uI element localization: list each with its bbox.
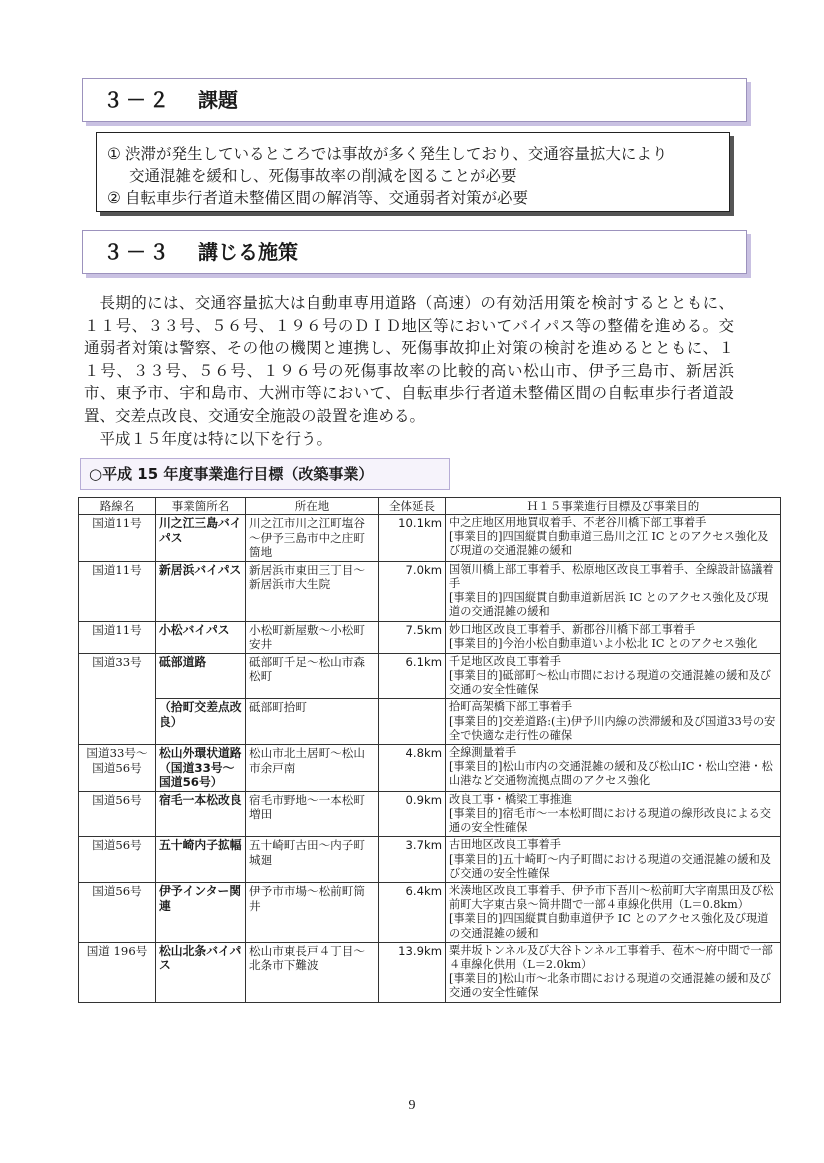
goal-purpose: [事業目的]松山市内の交通混雑の緩和及び松山IC・松山空港・松山港など交通物流拠点間のアクセス強化	[449, 760, 773, 788]
goal-purpose: [事業目的]四国縦貫自動車道三島川之江 IC とのアクセス強化及び現道の交通混雑の緩和	[449, 530, 769, 558]
route-cell: 国道56号	[79, 837, 156, 883]
column-header-section: 事業箇所名	[156, 498, 246, 515]
location-cell: 川之江市川之江町塩谷～伊予三島市中之庄町箇地	[246, 515, 379, 562]
goal-purpose: [事業目的]砥部町～松山市間における現道の交通混雑の緩和及び交通の安全性確保	[449, 668, 771, 697]
length-cell: 10.1km	[379, 515, 446, 562]
column-header-length: 全体延長	[379, 498, 446, 515]
section-number: ３－３	[103, 240, 172, 264]
table-header-row	[79, 498, 781, 515]
route-cell: 国道11号	[79, 621, 156, 653]
location-cell: 砥部町拾町	[246, 699, 379, 745]
table-row	[79, 699, 781, 745]
goal-purpose: [事業目的]交差道路:(主)伊予川内線の渋滞緩和及び国道33号の安全で快適な走行性の確保	[449, 714, 776, 742]
goal-cell	[446, 561, 781, 621]
goal-line: 妙口地区改良工事着手、新郡谷川橋下部工事着手	[449, 622, 696, 636]
goal-cell	[446, 942, 781, 1002]
section-cell: 五十崎内子拡幅	[156, 837, 246, 883]
section-cell: 伊予インター関連	[156, 883, 246, 943]
length-cell: 13.9km	[379, 942, 446, 1002]
issue-mark: ①	[107, 145, 121, 163]
section-cell: （拾町交差点改良）	[156, 699, 246, 745]
issue-1	[107, 143, 729, 165]
goal-cell	[446, 745, 781, 792]
table-row	[79, 791, 781, 837]
table-row	[79, 621, 781, 653]
route-cell: 国道33号	[79, 653, 156, 744]
table-row	[79, 837, 781, 883]
column-header-route: 路線名	[79, 498, 156, 515]
goal-cell	[446, 791, 781, 837]
table-row	[79, 883, 781, 943]
location-cell: 松山市東長戸４丁目～北条市下難波	[246, 942, 379, 1002]
column-header-goal: Ｈ１５事業進行目標及び事業目的	[446, 498, 781, 515]
goal-purpose: [事業目的]今治小松自動車道いよ小松北 IC とのアクセス強化	[449, 636, 758, 650]
route-cell: 国道33号～国道56号	[79, 745, 156, 792]
goal-purpose: [事業目的]四国縦貫自動車道伊予 IC とのアクセス強化及び現道の交通混雑の緩和	[449, 912, 769, 940]
section-title: 講じる施策	[198, 240, 298, 264]
section-cell: 川之江三島バイパス	[156, 515, 246, 562]
goal-cell	[446, 837, 781, 883]
fy15-paragraph: 平成１５年度は特に以下を行う。	[99, 430, 333, 448]
section-cell: 小松バイパス	[156, 621, 246, 653]
section-title: 課題	[198, 88, 238, 112]
length-cell: 7.0km	[379, 561, 446, 621]
route-cell: 国道56号	[79, 883, 156, 943]
goal-purpose: [事業目的]四国縦貫自動車道新居浜 IC とのアクセス強化及び現道の交通混雑の緩和	[449, 591, 769, 619]
table-row	[79, 653, 781, 699]
section-number: ３－２	[103, 88, 172, 112]
goal-cell	[446, 621, 781, 653]
goal-line: 全線測量着手	[449, 746, 517, 759]
issue-1-continued	[107, 165, 729, 187]
location-cell: 砥部町千足～松山市森松町	[246, 653, 379, 699]
section-cell: 松山外環状道路（国道33号～国道56号）	[156, 745, 246, 792]
route-cell: 国道11号	[79, 515, 156, 562]
goal-line: 国領川橋上部工事着手、松原地区改良工事着手、全線設計協議着手	[449, 562, 774, 590]
table-row	[79, 515, 781, 562]
location-cell: 伊予市市場～松前町筒井	[246, 883, 379, 943]
section-3-3-heading	[82, 230, 747, 274]
goal-line: 古田地区改良工事着手	[449, 838, 561, 852]
location-cell: 松山市北土居町～松山市余戸南	[246, 745, 379, 792]
project-table	[78, 497, 781, 1003]
goal-line: 拾町高架橋下部工事着手	[449, 700, 573, 714]
issue-line: 交通混雑を緩和し、死傷事故率の削減を図ることが必要	[129, 167, 517, 185]
location-cell: 新居浜市東田三丁目～新居浜市大生院	[246, 561, 379, 621]
goal-cell	[446, 699, 781, 745]
route-cell: 国道56号	[79, 791, 156, 837]
measures-paragraph: 長期的には、交通容量拡大は自動車専用道路（高速）の有効活用策を検討するとともに、１１号、３３号、５６号、１９６号のＤＩＤ地区等においてバイパス等の整備を進める。交通弱者対策は警察、その他の機関と連携し、死傷事故抑止対策の検討を進めるとともに、１１号、３３号、５６号、１９６号の死傷事故率の比較的高い松山市、伊予三島市、新居浜市、東予市、宇和島市、大洲市等において、自転車歩行者道未整備区間の自転車歩行者道設置、交差点改良、交通安全施設の設置を進める。	[84, 294, 734, 425]
goal-cell	[446, 653, 781, 699]
goal-cell	[446, 883, 781, 943]
length-cell	[379, 699, 446, 745]
page-number: 9	[408, 1098, 416, 1113]
goal-line: 中之庄地区用地買収着手、不老谷川橋下部工事着手	[449, 516, 707, 529]
goal-cell	[446, 515, 781, 562]
goal-purpose: [事業目的]五十崎町～内子町間における現道の交通混雑の緩和及び交通の安全性確保	[449, 852, 771, 880]
section-cell: 砥部道路	[156, 653, 246, 699]
length-cell: 6.1km	[379, 653, 446, 699]
section-cell: 新居浜バイパス	[156, 561, 246, 621]
table-row	[79, 561, 781, 621]
location-cell: 宿毛市野地～一本松町増田	[246, 791, 379, 837]
goal-line: 改良工事・橋梁工事推進	[449, 792, 573, 806]
route-cell: 国道11号	[79, 561, 156, 621]
table-row	[79, 745, 781, 792]
goal-purpose: [事業目的]松山市～北条市間における現道の交通混雑の緩和及び交通の安全性確保	[449, 972, 771, 1000]
goal-line: 千足地区改良工事着手	[449, 654, 561, 668]
issue-line: 渋滞が発生しているところでは事故が多く発生しており、交通容量拡大により	[125, 145, 668, 163]
length-cell: 4.8km	[379, 745, 446, 792]
table-row	[79, 942, 781, 1002]
route-cell: 国道 196号	[79, 942, 156, 1002]
table-heading: ○平成 15 年度事業進行目標（改築事業）	[80, 458, 450, 490]
goal-line: 米湊地区改良工事着手、伊予市下吾川～松前町大字南黒田及び松前町大字東古泉～筒井間で一部４車線化供用（L＝0.8km）	[449, 884, 774, 912]
column-header-location: 所在地	[246, 498, 379, 515]
issues-box	[96, 132, 730, 212]
goal-line: 粟井坂トンネル及び大谷トンネル工事着手、苞木～府中間で一部４車線化供用（L＝2.0km）	[449, 943, 773, 972]
location-cell: 小松町新屋敷～小松町安井	[246, 621, 379, 653]
length-cell: 6.4km	[379, 883, 446, 943]
length-cell: 7.5km	[379, 621, 446, 653]
section-cell: 松山北条バイパス	[156, 942, 246, 1002]
goal-purpose: [事業目的]宿毛市～一本松町間における現道の線形改良による交通の安全性確保	[449, 806, 771, 835]
location-cell: 五十崎町古田～内子町城廻	[246, 837, 379, 883]
issue-line: 自転車歩行者道未整備区間の解消等、交通弱者対策が必要	[125, 189, 529, 207]
section-cell: 宿毛一本松改良	[156, 791, 246, 837]
issue-2	[107, 187, 729, 209]
issue-mark: ②	[107, 189, 121, 207]
length-cell: 0.9km	[379, 791, 446, 837]
length-cell: 3.7km	[379, 837, 446, 883]
section-3-2-heading	[82, 78, 747, 122]
